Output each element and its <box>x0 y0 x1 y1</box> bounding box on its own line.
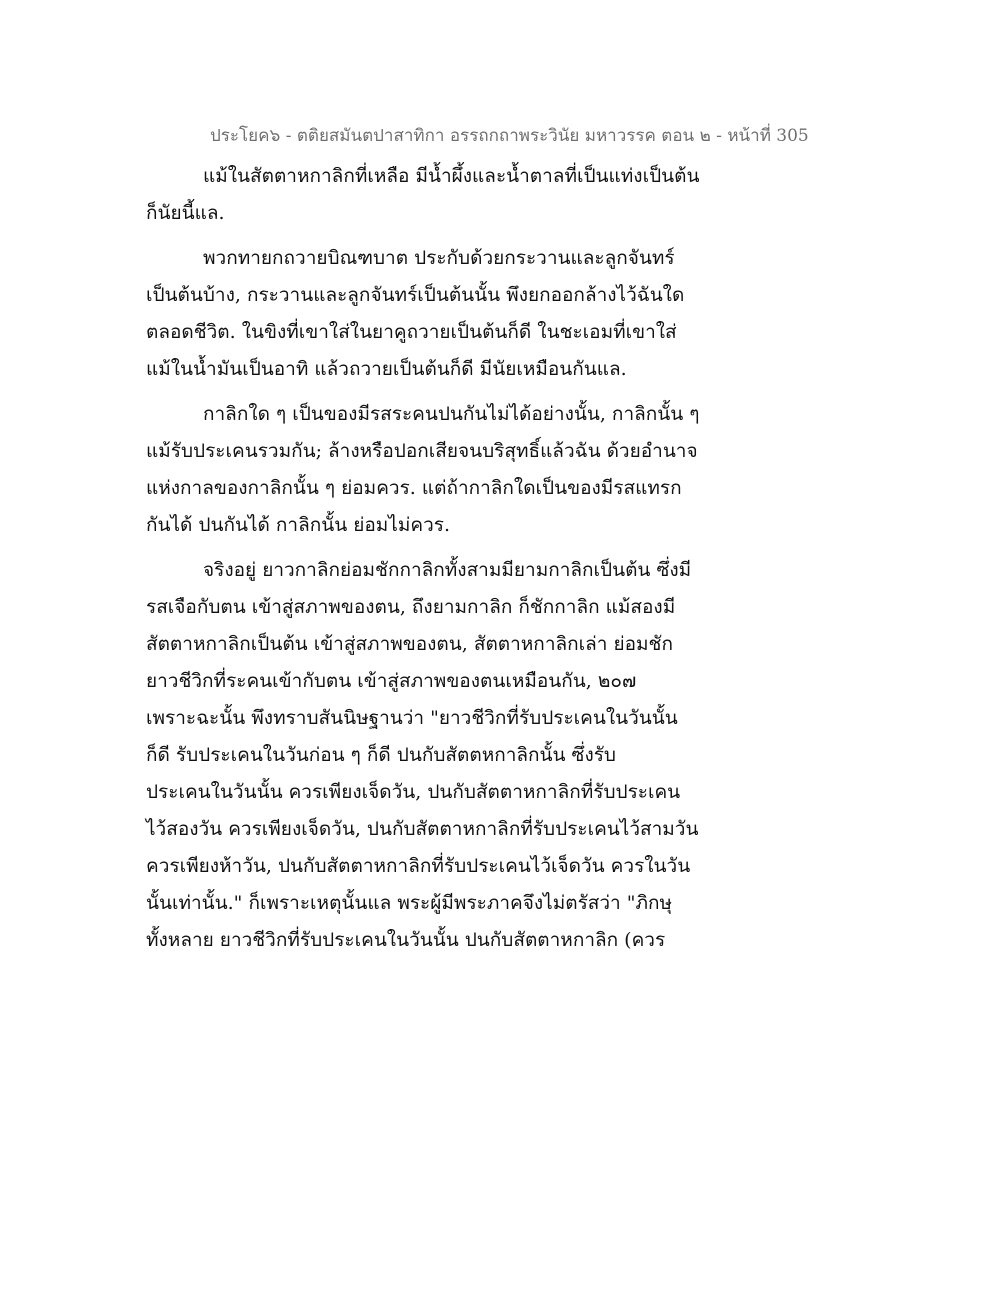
page-header: ประโยค๖ - ตติยสมันตปาสาทิกา อรรถกถาพระวินัย มหาวรรค ตอน ๒ - หน้าที่ 305 <box>210 126 809 146</box>
paragraph <box>146 240 726 388</box>
text-line: ทั้งหลาย ยาวชีวิกที่รับประเคนในวันนั้น ปนกับสัตตาหกาลิก (ควร <box>146 929 666 951</box>
text-line: รสเจือกับตน เข้าสู่สภาพของตน, ถึงยามกาลิก ก็ชักกาลิก แม้สองมี <box>146 596 676 618</box>
paragraph <box>146 396 726 544</box>
text-line: ก็นัยนี้แล. <box>146 202 225 224</box>
text-line: ยาวชีวิกที่ระคนเข้ากับตน เข้าสู่สภาพของตนเหมือนกัน, ๒๐๗ <box>146 670 637 692</box>
text-line: จริงอยู่ ยาวกาลิกย่อมชักกาลิกทั้งสามมียามกาลิกเป็นต้น ซึ่งมี <box>203 559 692 581</box>
body-text <box>146 158 726 959</box>
text-line: เป็นต้นบ้าง, กระวานและลูกจันทร์เป็นต้นนั้น พึงยกออกล้างไว้ฉันใด <box>146 284 685 306</box>
text-line: แห่งกาลของกาลิกนั้น ๆ ย่อมควร. แต่ถ้ากาลิกใดเป็นของมีรสแทรก <box>146 477 682 499</box>
text-line: ตลอดชีวิต. ในขิงที่เขาใส่ในยาคูถวายเป็นต้นก็ดี ในชะเอมที่เขาใส่ <box>146 321 677 343</box>
text-line: กาลิกใด ๆ เป็นของมีรสระคนปนกันไม่ได้อย่างนั้น, กาลิกนั้น ๆ <box>203 403 700 425</box>
text-line: สัตตาหกาลิกเป็นต้น เข้าสู่สภาพของตน, สัตตาหกาลิกเล่า ย่อมชัก <box>146 633 673 655</box>
text-line: ประเคนในวันนั้น ควรเพียงเจ็ดวัน, ปนกับสัตตาหกาลิกที่รับประเคน <box>146 781 681 803</box>
paragraph <box>146 552 726 959</box>
text-line: กันได้ ปนกันได้ กาลิกนั้น ย่อมไม่ควร. <box>146 514 451 536</box>
text-line: ควรเพียงห้าวัน, ปนกับสัตตาหกาลิกที่รับประเคนไว้เจ็ดวัน ควรในวัน <box>146 855 691 877</box>
paragraph <box>146 158 726 232</box>
text-line: แม้รับประเคนรวมกัน; ล้างหรือปอกเสียจนบริสุทธิ์แล้วฉัน ด้วยอำนาจ <box>146 440 698 462</box>
text-line: เพราะฉะนั้น พึงทราบสันนิษฐานว่า "ยาวชีวิกที่รับประเคนในวันนั้น <box>146 707 678 729</box>
text-line: แม้ในน้ำมันเป็นอาทิ แล้วถวายเป็นต้นก็ดี มีนัยเหมือนกันแล. <box>146 358 627 380</box>
text-line: แม้ในสัตตาหกาลิกที่เหลือ มีน้ำผึ้งและน้ำตาลที่เป็นแท่งเป็นต้น <box>203 165 700 187</box>
text-line: ไว้สองวัน ควรเพียงเจ็ดวัน, ปนกับสัตตาหกาลิกที่รับประเคนไว้สามวัน <box>146 818 699 840</box>
text-line: พวกทายกถวายบิณฑบาต ประกับด้วยกระวานและลูกจันทร์ <box>203 247 675 269</box>
text-line: นั้นเท่านั้น." ก็เพราะเหตุนั้นแล พระผู้มีพระภาคจึงไม่ตรัสว่า "ภิกษุ <box>146 892 673 914</box>
text-line: ก็ดี รับประเคนในวันก่อน ๆ ก็ดี ปนกับสัตตหกาลิกนั้น ซึ่งรับ <box>146 744 616 766</box>
